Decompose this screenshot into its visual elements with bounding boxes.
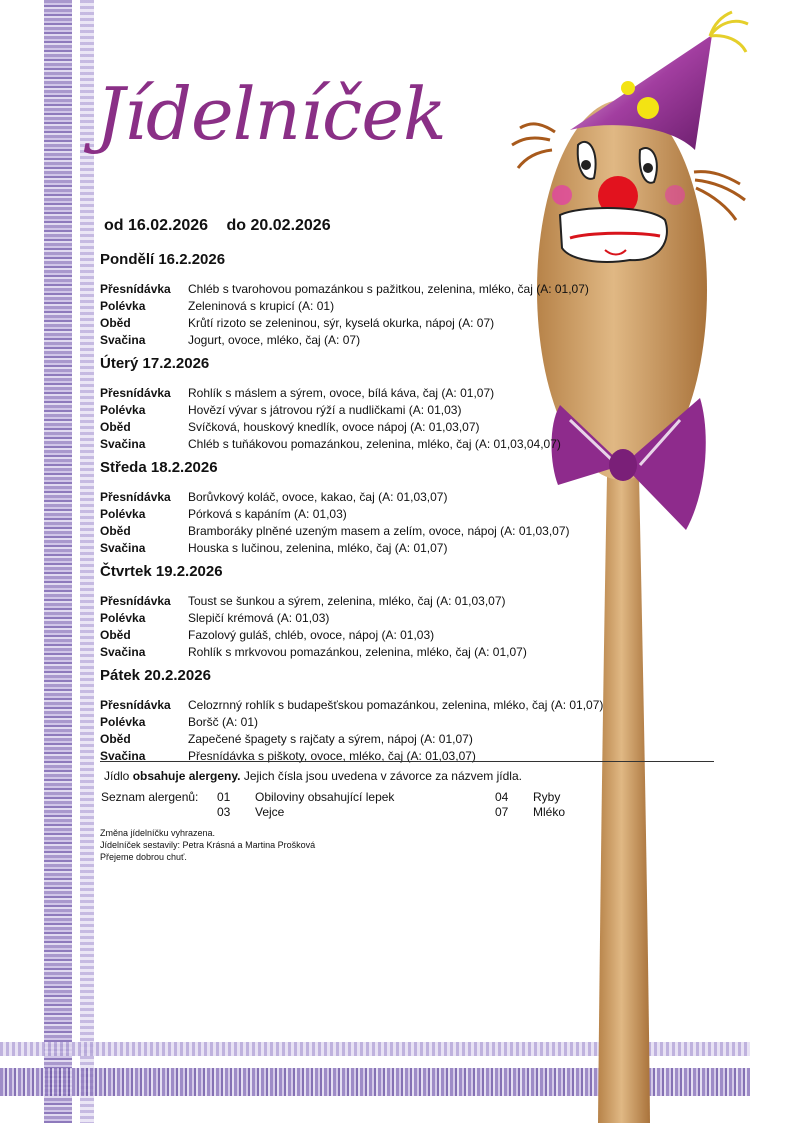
meal-description: Zeleninová s krupicí (A: 01) xyxy=(188,299,335,313)
woven-stripe-vertical-thin xyxy=(80,0,94,1123)
meal-description: Krůtí rizoto se zeleninou, sýr, kyselá okurka, nápoj (A: 07) xyxy=(188,316,495,330)
divider xyxy=(100,761,714,762)
meal-type: Polévka xyxy=(100,507,146,521)
meal-description: Pórková s kapáním (A: 01,03) xyxy=(188,507,347,521)
footer-line: Změna jídelníčku vyhrazena. xyxy=(100,828,216,838)
day-section xyxy=(100,355,660,453)
allergen-item xyxy=(495,805,565,819)
meal-row xyxy=(100,748,660,765)
meal-description: Chléb s tuňákovou pomazánkou, zelenina, mléko, čaj (A: 01,03,04,07) xyxy=(188,437,561,451)
meal-description: Svíčková, houskový knedlík, ovoce nápoj (A: 01,03,07) xyxy=(188,420,480,434)
meal-type: Svačina xyxy=(100,333,146,347)
day-title: Pátek 20.2.2026 xyxy=(100,667,211,684)
footer-notes xyxy=(100,827,315,863)
meal-type: Přesnídávka xyxy=(100,594,171,608)
meal-row xyxy=(100,332,660,349)
meal-row xyxy=(100,593,660,610)
meal-row xyxy=(100,627,660,644)
meal-row xyxy=(100,281,660,298)
day-section xyxy=(100,563,660,661)
meal-row xyxy=(100,489,660,506)
meal-type: Přesnídávka xyxy=(100,698,171,712)
meal-row xyxy=(100,315,660,332)
day-title: Středa 18.2.2026 xyxy=(100,459,218,476)
allergen-item xyxy=(217,790,394,804)
meal-description: Hovězí vývar s játrovou rýží a nudličkami (A: 01,03) xyxy=(188,403,462,417)
meal-type: Polévka xyxy=(100,611,146,625)
meal-row xyxy=(100,610,660,627)
meal-type: Přesnídávka xyxy=(100,386,171,400)
allergen-item xyxy=(217,805,284,819)
meal-description: Fazolový guláš, chléb, ovoce, nápoj (A: 01,03) xyxy=(188,628,435,642)
meal-type: Polévka xyxy=(100,403,146,417)
day-title: Čtvrtek 19.2.2026 xyxy=(100,563,223,580)
meal-type: Polévka xyxy=(100,299,146,313)
meal-row xyxy=(100,298,660,315)
allergen-list-label: Seznam alergenů: xyxy=(101,790,199,804)
meal-row xyxy=(100,523,660,540)
day-section xyxy=(100,459,660,557)
allergen-code: 03 xyxy=(217,805,231,819)
meal-row xyxy=(100,731,660,748)
meal-row xyxy=(100,540,660,557)
footer-line: Přejeme dobrou chuť. xyxy=(100,852,187,862)
weekly-menu xyxy=(100,251,660,771)
allergen-name: Obiloviny obsahující lepek xyxy=(255,790,395,804)
meal-row xyxy=(100,402,660,419)
meal-description: Slepičí krémová (A: 01,03) xyxy=(188,611,330,625)
meal-type: Oběd xyxy=(100,628,131,642)
day-title: Úterý 17.2.2026 xyxy=(100,355,210,372)
woven-stripe-vertical xyxy=(44,0,72,1123)
date-from: od 16.02.2026 xyxy=(104,217,209,234)
allergen-item xyxy=(495,790,560,804)
meal-description: Toust se šunkou a sýrem, zelenina, mléko, čaj (A: 01,03,07) xyxy=(188,594,506,608)
allergy-note xyxy=(104,769,522,783)
allergy-note-pre: Jídlo xyxy=(104,769,133,783)
date-range xyxy=(104,217,345,235)
allergen-name: Vejce xyxy=(255,805,285,819)
day-section xyxy=(100,667,660,765)
meal-description: Boršč (A: 01) xyxy=(188,715,259,729)
allergen-name: Ryby xyxy=(533,790,561,804)
meal-row xyxy=(100,506,660,523)
date-to: do 20.02.2026 xyxy=(226,217,331,234)
meal-type: Svačina xyxy=(100,541,146,555)
meal-type: Oběd xyxy=(100,732,131,746)
meal-description: Chléb s tvarohovou pomazánkou s pažitkou, zelenina, mléko, čaj (A: 01,07) xyxy=(188,282,589,296)
allergen-code: 07 xyxy=(495,805,509,819)
allergen-name: Mléko xyxy=(533,805,566,819)
day-section xyxy=(100,251,660,349)
meal-type: Svačina xyxy=(100,645,146,659)
allergy-note-bold: obsahuje alergeny. xyxy=(132,769,241,783)
footer-line: Jídelníček sestavily: Petra Krásná a Martina Prošková xyxy=(100,840,316,850)
meal-description: Zapečené špagety s rajčaty a sýrem, nápoj (A: 01,07) xyxy=(188,732,473,746)
meal-row xyxy=(100,714,660,731)
page-title: Jídelníček xyxy=(96,72,446,156)
allergen-code: 04 xyxy=(495,790,509,804)
meal-description: Rohlík s mrkvovou pomazánkou, zelenina, mléko, čaj (A: 01,07) xyxy=(188,645,527,659)
meal-description: Bramboráky plněné uzeným masem a zelím, ovoce, nápoj (A: 01,03,07) xyxy=(188,524,570,538)
meal-description: Borůvkový koláč, ovoce, kakao, čaj (A: 01,03,07) xyxy=(188,490,448,504)
meal-row xyxy=(100,385,660,402)
allergy-note-post: Jejich čísla jsou uvedena v závorce za názvem jídla. xyxy=(240,769,522,783)
meal-description: Přesnídávka s piškoty, ovoce, mléko, čaj (A: 01,03,07) xyxy=(188,749,476,763)
meal-type: Svačina xyxy=(100,437,146,451)
meal-type: Svačina xyxy=(100,749,146,763)
meal-row xyxy=(100,419,660,436)
meal-type: Přesnídávka xyxy=(100,490,171,504)
meal-description: Rohlík s máslem a sýrem, ovoce, bílá káva, čaj (A: 01,07) xyxy=(188,386,495,400)
meal-description: Houska s lučinou, zelenina, mléko, čaj (A: 01,07) xyxy=(188,541,448,555)
day-title: Pondělí 16.2.2026 xyxy=(100,251,226,268)
meal-description: Celozrnný rohlík s budapešťskou pomazánkou, zelenina, mléko, čaj (A: 01,07) xyxy=(188,698,604,712)
meal-row xyxy=(100,697,660,714)
allergen-code: 01 xyxy=(217,790,231,804)
meal-type: Přesnídávka xyxy=(100,282,171,296)
meal-row xyxy=(100,436,660,453)
meal-type: Polévka xyxy=(100,715,146,729)
meal-description: Jogurt, ovoce, mléko, čaj (A: 07) xyxy=(188,333,361,347)
meal-type: Oběd xyxy=(100,524,131,538)
meal-type: Oběd xyxy=(100,316,131,330)
meal-row xyxy=(100,644,660,661)
meal-type: Oběd xyxy=(100,420,131,434)
